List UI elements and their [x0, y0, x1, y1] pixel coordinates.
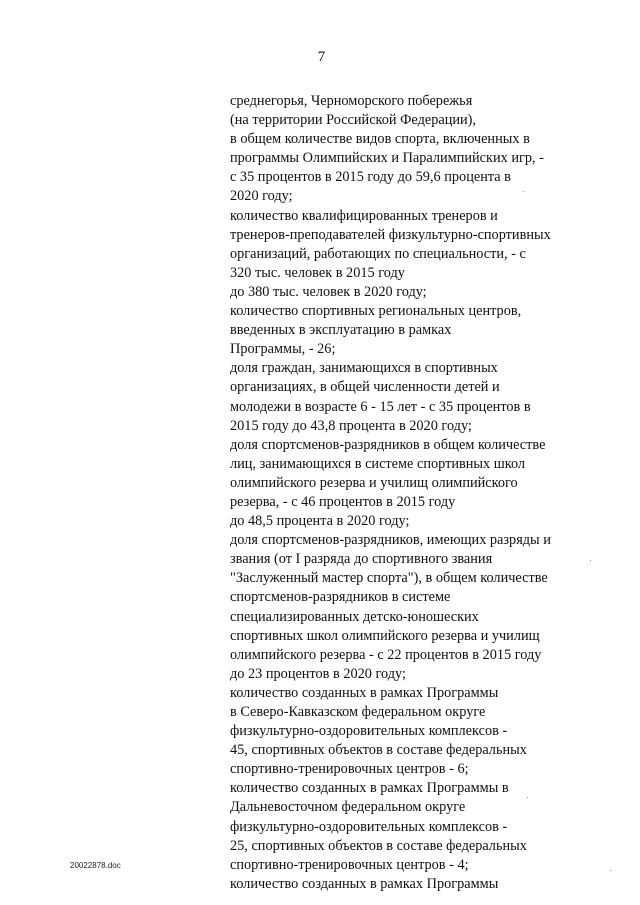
text-line: организациях, в общей численности детей и [230, 379, 500, 396]
text-line: 2015 году до 43,8 процента в 2020 году; [230, 417, 472, 434]
text-line: в Северо-Кавказском федеральном округе [230, 704, 486, 720]
text-line: олимпийского резерва и училищ олимпийского [230, 474, 518, 491]
text-line: в общем количестве видов спорта, включенных в [230, 131, 530, 148]
text-line: олимпийского резерва - с 22 процентов в 2015 году [230, 646, 542, 663]
text-line: 45, спортивных объектов в составе федеральных [230, 742, 527, 759]
text-line: физкультурно-оздоровительных комплексов - [230, 723, 508, 740]
text-line: доля граждан, занимающихся в спортивных [230, 360, 498, 377]
text-line: доля спортсменов-разрядников в общем количестве [230, 436, 546, 453]
text-line: 320 тыс. человек в 2015 году [230, 264, 405, 281]
scan-speck [610, 870, 611, 871]
body-text [230, 92, 590, 894]
text-line: количество квалифицированных тренеров и [230, 207, 498, 224]
text-line: (на территории Российской Федерации), [230, 112, 476, 129]
text-line: звания (от I разряда до спортивного звания [230, 551, 493, 568]
footer-filename: 20022878.doc [70, 861, 121, 870]
text-line: до 380 тыс. человек в 2020 году; [230, 283, 427, 300]
text-line: резерва, - с 46 процентов в 2015 году [230, 493, 456, 510]
text-line: спортивно-тренировочных центров - 4; [230, 856, 469, 873]
text-line: 25, спортивных объектов в составе федеральных [230, 837, 527, 854]
text-line: специализированных детско-юношеских [230, 608, 479, 625]
scan-speck [590, 560, 591, 561]
text-line: молодежи в возрасте 6 - 15 лет - с 35 процентов в [230, 398, 531, 415]
text-line: спортивно-тренировочных центров - 6; [230, 761, 469, 778]
text-line: введенных в эксплуатацию в рамках [230, 322, 452, 339]
page-number: 7 [317, 49, 326, 65]
scan-speck [527, 797, 528, 798]
text-line: 2020 году; [230, 188, 293, 205]
text-line: с 35 процентов в 2015 году до 59,6 процента в [230, 169, 511, 186]
text-line: количество созданных в рамках Программы [230, 684, 499, 701]
text-line: среднегорья, Черноморского побережья [230, 93, 473, 109]
text-line: до 48,5 процента в 2020 году; [230, 513, 410, 530]
text-line: спортсменов-разрядников в системе [230, 589, 451, 606]
text-line: до 23 процентов в 2020 году; [230, 665, 406, 682]
text-line: количество спортивных региональных центров, [230, 303, 522, 320]
text-line: физкультурно-оздоровительных комплексов - [230, 818, 508, 835]
text-line: количество созданных в рамках Программы [230, 875, 499, 892]
text-line: Программы, - 26; [230, 341, 336, 358]
text-line: Дальневосточном федеральном округе [230, 799, 466, 816]
text-line: доля спортсменов-разрядников, имеющих разряды и [230, 532, 551, 549]
text-line: программы Олимпийских и Паралимпийских игр, - [230, 150, 544, 167]
text-line: лиц, занимающихся в системе спортивных школ [230, 455, 526, 472]
text-line: спортивных школ олимпийского резерва и училищ [230, 627, 540, 644]
text-line: организаций, работающих по специальности, - с [230, 245, 526, 262]
text-line: тренеров-преподавателей физкультурно-спортивных [230, 226, 551, 243]
scan-speck [523, 191, 524, 192]
text-line: количество созданных в рамках Программы в [230, 780, 509, 797]
text-line: "Заслуженный мастер спорта"), в общем количестве [230, 570, 548, 587]
